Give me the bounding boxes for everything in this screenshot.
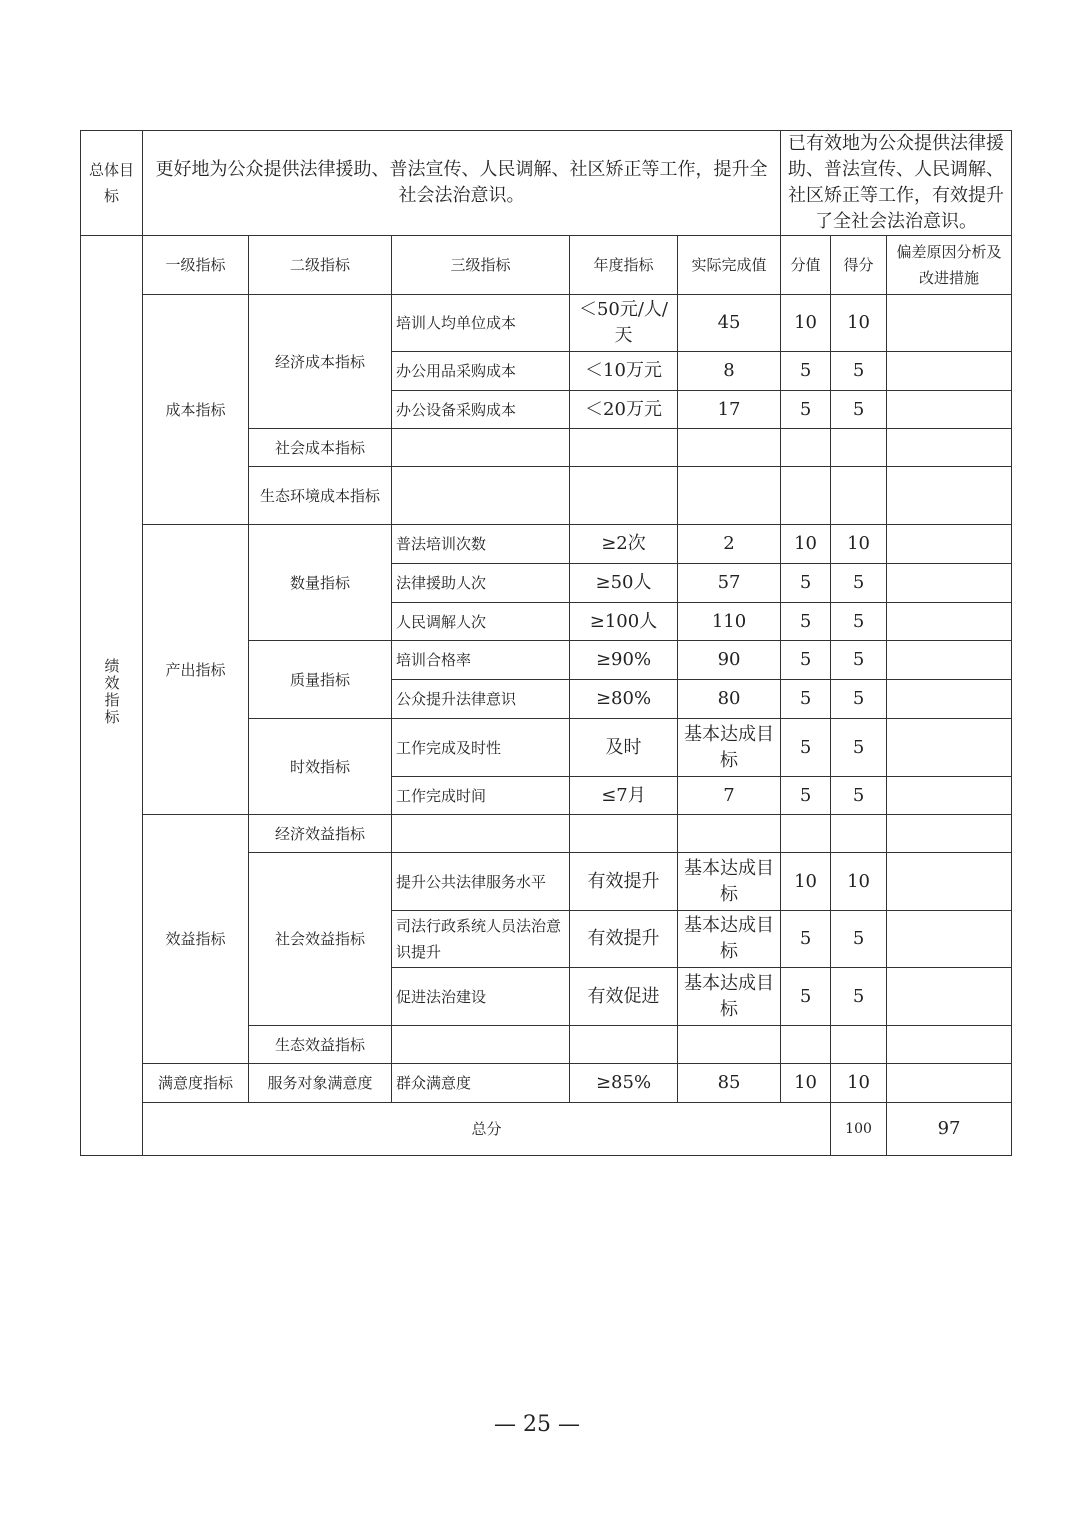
row-actual: 45: [678, 295, 781, 352]
level1-cell: 效益指标: [143, 815, 249, 1064]
row-target: ≥100人: [570, 603, 678, 641]
page-number: — 25 —: [494, 1412, 580, 1437]
row-name: 办公用品采购成本: [392, 352, 570, 391]
goal-planned: 更好地为公众提供法律援助、普法宣传、人民调解、社区矫正等工作，提升全社会法治意识。: [143, 131, 781, 236]
perf-label: 绩效指标: [81, 236, 143, 1156]
header: 实际完成值: [678, 236, 781, 295]
row-score: 10: [781, 295, 831, 352]
row-actual: 基本达成目标: [678, 911, 781, 968]
level2-cell: 生态环境成本指标: [249, 467, 392, 525]
row-note: [887, 295, 1012, 352]
row-target: ≤7月: [570, 777, 678, 815]
header: 三级指标: [392, 236, 570, 295]
level2-cell: 时效指标: [249, 719, 392, 815]
row-target: ＜50元/人/天: [570, 295, 678, 352]
level2-cell: 社会成本指标: [249, 429, 392, 467]
row-note: [887, 525, 1012, 564]
row-note: [887, 641, 1012, 680]
row-score: 5: [781, 641, 831, 680]
level1-cell: 满意度指标: [143, 1064, 249, 1103]
row-name: 促进法治建设: [392, 968, 570, 1026]
row-target: ≥50人: [570, 564, 678, 603]
row-note: [887, 564, 1012, 603]
row-actual: 80: [678, 680, 781, 719]
row-got: 5: [831, 680, 887, 719]
row-score: 5: [781, 911, 831, 968]
header: 偏差原因分析及改进措施: [887, 236, 1012, 295]
row-name: 公众提升法律意识: [392, 680, 570, 719]
row-got: 5: [831, 911, 887, 968]
row-name: 司法行政系统人员法治意识提升: [392, 911, 570, 968]
row-target: 有效提升: [570, 911, 678, 968]
row-got: 5: [831, 641, 887, 680]
level2-cell: 社会效益指标: [249, 853, 392, 1026]
row-name: 提升公共法律服务水平: [392, 853, 570, 911]
performance-table: [80, 130, 1012, 1156]
row-note: [887, 968, 1012, 1026]
row-actual: 2: [678, 525, 781, 564]
row-got: 5: [831, 564, 887, 603]
total-score: 100: [831, 1103, 887, 1156]
level2-cell: 生态效益指标: [249, 1026, 392, 1064]
row-actual: 85: [678, 1064, 781, 1103]
row-note: [887, 1064, 1012, 1103]
row-target: ＜20万元: [570, 391, 678, 429]
row-got: 10: [831, 853, 887, 911]
row-note: [887, 719, 1012, 777]
row-note: [887, 853, 1012, 911]
row-actual: 57: [678, 564, 781, 603]
row-score: 5: [781, 391, 831, 429]
row-target: 及时: [570, 719, 678, 777]
row-got: 10: [831, 525, 887, 564]
header: 一级指标: [143, 236, 249, 295]
row-note: [887, 777, 1012, 815]
level2-cell: 经济效益指标: [249, 815, 392, 853]
row-score: 5: [781, 680, 831, 719]
row-name: 工作完成时间: [392, 777, 570, 815]
row-name: 普法培训次数: [392, 525, 570, 564]
row-actual: 17: [678, 391, 781, 429]
row-target: ≥2次: [570, 525, 678, 564]
row-actual: 90: [678, 641, 781, 680]
row-actual: 基本达成目标: [678, 719, 781, 777]
row-score: 5: [781, 719, 831, 777]
row-name: 群众满意度: [392, 1064, 570, 1103]
row-target: 有效提升: [570, 853, 678, 911]
row-actual: 基本达成目标: [678, 853, 781, 911]
header: 分值: [781, 236, 831, 295]
row-got: 10: [831, 295, 887, 352]
level1-cell: 产出指标: [143, 525, 249, 815]
level2-cell: 经济成本指标: [249, 295, 392, 429]
row-score: 10: [781, 853, 831, 911]
level2-cell: 数量指标: [249, 525, 392, 641]
row-score: 5: [781, 352, 831, 391]
row-name: 办公设备采购成本: [392, 391, 570, 429]
row-got: 5: [831, 719, 887, 777]
row-got: 10: [831, 1064, 887, 1103]
row-target: ＜10万元: [570, 352, 678, 391]
row-note: [887, 391, 1012, 429]
level2-cell: 质量指标: [249, 641, 392, 719]
row-target: ≥85%: [570, 1064, 678, 1103]
row-got: 5: [831, 968, 887, 1026]
row-score: 5: [781, 564, 831, 603]
row-got: 5: [831, 391, 887, 429]
row-score: 10: [781, 525, 831, 564]
level2-cell: 服务对象满意度: [249, 1064, 392, 1103]
row-target: ≥80%: [570, 680, 678, 719]
row-note: [887, 603, 1012, 641]
header: 年度指标: [570, 236, 678, 295]
row-actual: 基本达成目标: [678, 968, 781, 1026]
row-name: 培训合格率: [392, 641, 570, 680]
row-got: 5: [831, 352, 887, 391]
row-note: [887, 352, 1012, 391]
row-score: 10: [781, 1064, 831, 1103]
row-got: 5: [831, 777, 887, 815]
header: 二级指标: [249, 236, 392, 295]
row-target: 有效促进: [570, 968, 678, 1026]
goal-actual: 已有效地为公众提供法律援助、普法宣传、人民调解、社区矫正等工作，有效提升了全社会法治意识。: [781, 131, 1012, 236]
header: 得分: [831, 236, 887, 295]
row-name: 工作完成及时性: [392, 719, 570, 777]
level1-cell: 成本指标: [143, 295, 249, 525]
row-actual: 8: [678, 352, 781, 391]
row-target: ≥90%: [570, 641, 678, 680]
total-got: 97: [887, 1103, 1012, 1156]
row-note: [887, 680, 1012, 719]
row-score: 5: [781, 603, 831, 641]
row-got: 5: [831, 603, 887, 641]
row-name: 培训人均单位成本: [392, 295, 570, 352]
row-score: 5: [781, 968, 831, 1026]
total-label: 总分: [143, 1103, 831, 1156]
row-name: 人民调解人次: [392, 603, 570, 641]
row-score: 5: [781, 777, 831, 815]
row-actual: 7: [678, 777, 781, 815]
row-actual: 110: [678, 603, 781, 641]
row-name: 法律援助人次: [392, 564, 570, 603]
goal-label: 总体目标: [81, 131, 143, 236]
row-note: [887, 911, 1012, 968]
